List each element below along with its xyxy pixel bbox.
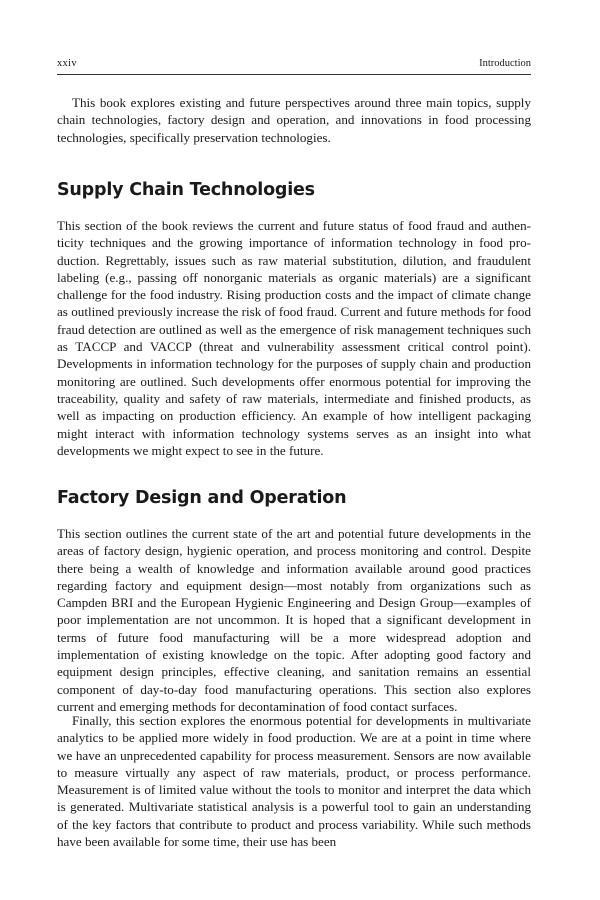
supply-chain-heading: Supply Chain Technologies — [57, 180, 315, 200]
running-head — [57, 57, 531, 71]
page-number: xxiv — [57, 58, 77, 69]
intro-paragraph: This book explores existing and future perspectives around three main topics, supply chain technologies, factory design and operation, and innovations in food processing technologies, specifically preservation technologies. — [57, 95, 531, 145]
running-head-title: Introduction — [479, 58, 531, 69]
factory-paragraph-2: Finally, this section explores the enormous potential for developments in multivariate analytics to be applied more widely in food production. We are at a point in time where we have an unprecedented capability for process measurement. Sensors are now available to measure virtually any aspect of raw materials, product, or process performance. Measurement is of limited value without the tools to monitor and interpret the data which is generated. Multivariate statistical analysis is a powerful tool to gain an understanding of the key factors that contribute to product and process variability. While such methods have been available for some time, their use has been — [57, 713, 531, 850]
factory-heading: Factory Design and Operation — [57, 488, 347, 508]
header-rule — [57, 74, 531, 75]
supply-chain-paragraph: This section of the book reviews the current and future status of food fraud and authenticity techniques and the growing importance of information technology in food production. Regrettably, issues such as raw material substitution, dilution, and fraudulent labeling (e.g., passing off nonorganic materials as organic materials) are a significant challenge for the food industry. Rising production costs and the impact of climate change as outlined previously increase the risk of food fraud. Current and future methods for food fraud detection are outlined as well as the emergence of risk management techniques such as TACCP and VACCP (threat and vulnerability assessment critical control point). Developments in information technology for the purposes of supply chain and production monitoring are outlined. Such developments offer enormous potential for improving the traceability, quality and safety of raw materials, intermediate and finished products, as well as impacting on production efficiency. An example of how intelligent packaging might interact with information technology systems serves as an insight into what developments we might expect to see in the future. — [57, 218, 531, 458]
factory-paragraph-1: This section outlines the current state of the art and potential future developments in the areas of factory design, hygienic operation, and process monitoring and control. Despite there being a wealth of knowledge and information available around good practices regarding factory and equipment design—most notably from organizations such as Campden BRI and the European Hygienic Engineering and Design Group—examples of poor implementation are not uncommon. It is hoped that a significant development in terms of future food manufacturing will be a more widespread adoption and implementation of existing knowledge on the topic. After adopting good factory and equipment design principles, effective cleaning, and sanitation remains an essential component of day-to-day food manufacturing operations. This section also explores current and emerging methods for decontamination of food contact surfaces. — [57, 526, 531, 714]
